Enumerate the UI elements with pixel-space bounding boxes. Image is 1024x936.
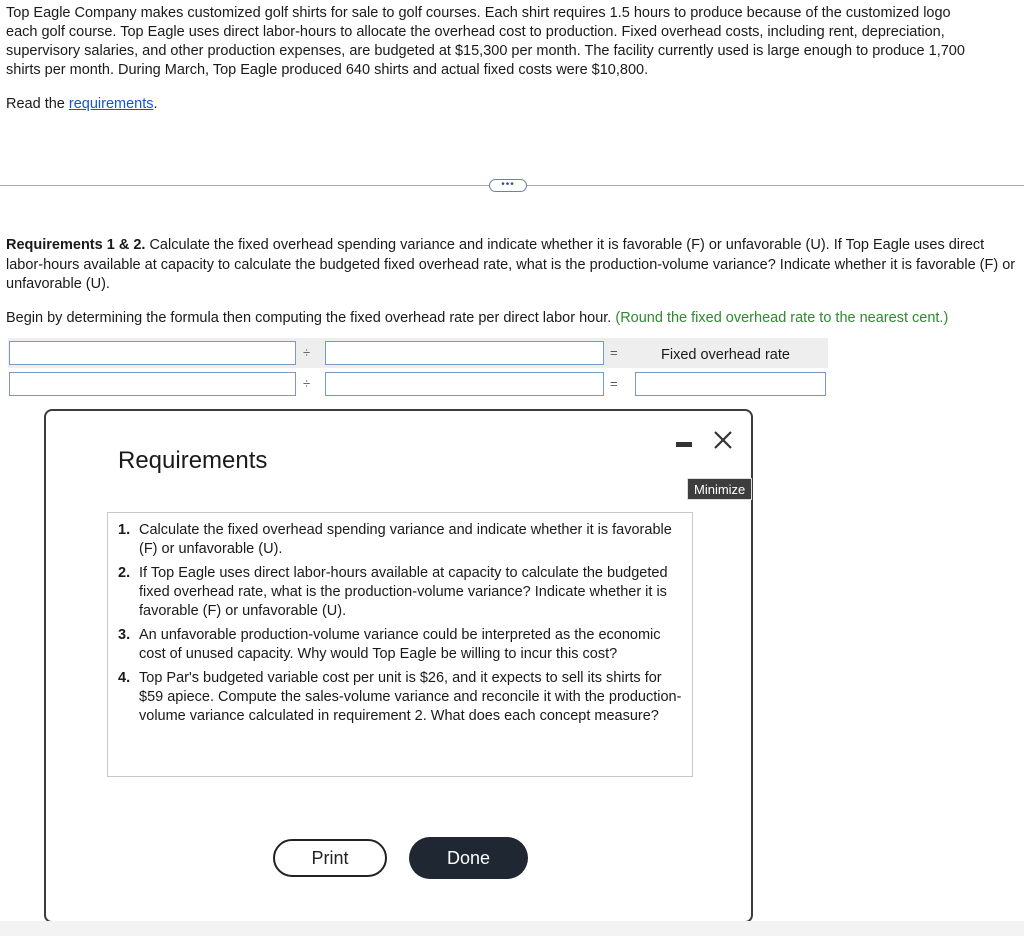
requirements-list [118,521,684,731]
formula-row2-right-input[interactable] [325,372,604,396]
print-button[interactable]: Print [273,839,387,877]
expand-button[interactable]: ••• [489,179,527,192]
instruction-text: Begin by determining the formula then computing the fixed overhead rate per direct labor hour. [6,310,612,326]
rounding-hint: (Round the fixed overhead rate to the nearest cent.) [611,310,949,326]
dialog-title: Requirements [118,447,268,474]
close-icon[interactable] [712,429,734,451]
list-item [118,626,684,664]
requirements-link[interactable]: requirements [68,96,154,112]
item-text: An unfavorable production-volume variance could be interpreted as the economic cost of unused capacity. Why would Top Eagle be willing to incur this cost? [139,627,661,662]
item-number: 3. [118,627,131,643]
read-prefix: Read the [6,96,69,112]
minimize-icon[interactable] [676,442,692,447]
item-text: Calculate the fixed overhead spending variance and indicate whether it is favorable (F) or unfavorable (U). [139,522,672,557]
read-requirements-line [6,95,158,114]
requirements-list-box [107,512,693,777]
result-label: Fixed overhead rate [661,347,790,363]
read-suffix: . [153,96,158,112]
item-number: 2. [118,565,131,581]
fixed-overhead-rate-input[interactable] [635,372,826,396]
list-item [118,564,684,621]
formula-row1-right-input[interactable] [325,341,604,365]
divide-symbol: ÷ [303,376,311,391]
question-label: Requirements 1 & 2. [6,237,146,253]
bottom-strip [0,921,1024,936]
item-number: 4. [118,670,131,686]
equals-symbol: = [610,376,618,391]
done-button[interactable]: Done [409,837,528,879]
list-item [118,521,684,559]
formula-row1-left-input[interactable] [9,341,296,365]
problem-statement: Top Eagle Company makes customized golf shirts for sale to golf courses. Each shirt requires 1.5 hours to produce because of the customized logo each golf course. Top Eagle uses direct labor-hours to allocate the overhead cost to production. Fixed overhead costs, including rent, depreciation, supervisory salaries, and other production expenses, are budgeted at $15,300 per month. The facility currently used is large enough to produce 1,700 shirts per month. During March, Top Eagle produced 640 shirts and actual fixed costs were $10,800. [6,5,965,78]
formula-row2-left-input[interactable] [9,372,296,396]
question-body: Calculate the fixed overhead spending variance and indicate whether it is favorable (F) or unfavorable (U). If Top Eagle uses direct labor-hours available at capacity to calculate the budgeted fixed overhead rate, what is the production-volume variance? Indicate whether it is favorable (F) or unfavorable (U). [6,237,1016,292]
equals-symbol: = [610,345,618,360]
list-item [118,669,684,726]
item-text: Top Par's budgeted variable cost per unit is $26, and it expects to sell its shirts for $59 apiece. Compute the sales-volume variance and reconcile it with the production-volume variance calculated in requirement 2. What does each concept measure? [139,670,682,724]
item-text: If Top Eagle uses direct labor-hours available at capacity to calculate the budgeted fixed overhead rate, what is the production-volume variance? Indicate whether it is favorable (F) or unfavorable (U). [139,565,668,619]
minimize-tooltip: Minimize [687,478,752,500]
instruction-line [6,309,948,328]
item-number: 1. [118,522,131,538]
requirements-dialog [44,409,753,923]
divide-symbol: ÷ [303,345,311,360]
question-text [6,236,1022,295]
